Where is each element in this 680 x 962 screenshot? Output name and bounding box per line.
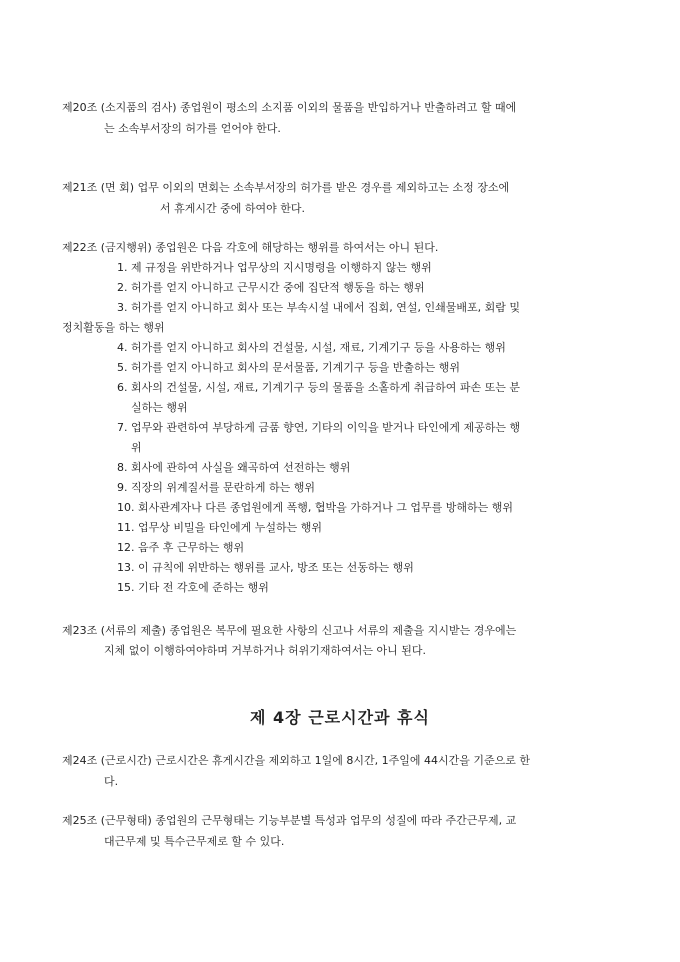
chapter-4-title: 제 4장 근로시간과 휴식: [250, 708, 430, 727]
article-21-line-2: 서 휴게시간 중에 하여야 한다.: [160, 202, 305, 215]
article-20-line-2: 는 소속부서장의 허가를 얻어야 한다.: [104, 122, 281, 135]
article-20-line-1: 제20조 (소지품의 검사) 종업원이 평소의 소지품 이외의 물품을 반입하거나 반출하려고 할 때에: [62, 101, 517, 114]
article-24-line-2: 다.: [104, 775, 119, 788]
article-22-item-6: 6. 회사의 건설물, 시설, 재료, 기계기구 등의 물품을 소홀하게 취급하여 파손 또는 분: [117, 381, 520, 394]
article-22-item-11: 11. 업무상 비밀을 타인에게 누설하는 행위: [117, 521, 322, 534]
article-22-item-3: 3. 허가를 얻지 아니하고 회사 또는 부속시설 내에서 집회, 연설, 인쇄물배포, 회람 및: [117, 301, 520, 314]
article-22-item-9: 9. 직장의 위계질서를 문란하게 하는 행위: [117, 481, 315, 494]
article-22-item-4: 4. 허가를 얻지 아니하고 회사의 건설물, 시설, 재료, 기계기구 등을 사용하는 행위: [117, 341, 506, 354]
article-22-item-1: 1. 제 규정을 위반하거나 업무상의 지시명령을 이행하지 않는 행위: [117, 261, 432, 274]
article-22-item-8: 8. 회사에 관하여 사실을 왜곡하여 선전하는 행위: [117, 461, 351, 474]
article-22-item-12: 12. 음주 후 근무하는 행위: [117, 541, 245, 554]
article-24-line-1: 제24조 (근로시간) 근로시간은 휴게시간을 제외하고 1일에 8시간, 1주일에 44시간을 기준으로 한: [62, 754, 530, 767]
article-22-item-2: 2. 허가를 얻지 아니하고 근무시간 중에 집단적 행동을 하는 행위: [117, 281, 425, 294]
article-22-item-6-cont: 실하는 행위: [131, 401, 188, 414]
article-21-line-1: 제21조 (면 회) 업무 이외의 면회는 소속부서장의 허가를 받은 경우를 제외하고는 소정 장소에: [62, 181, 510, 194]
article-22-item-10: 10. 회사관계자나 다른 종업원에게 폭행, 협박을 가하거나 그 업무를 방해하는 행위: [117, 501, 513, 514]
article-22-intro: 제22조 (금지행위) 종업원은 다음 각호에 해당하는 행위를 하여서는 아니 된다.: [62, 241, 439, 254]
article-25-line-2: 대근무제 및 특수근무제로 할 수 있다.: [104, 835, 285, 848]
article-22-item-13: 13. 이 규칙에 위반하는 행위를 교사, 방조 또는 선동하는 행위: [117, 561, 414, 574]
article-25-line-1: 제25조 (근무형태) 종업원의 근무형태는 기능부분별 특성과 업무의 성질에 따라 주간근무제, 교: [62, 814, 517, 827]
article-22-item-3-cont: 정치활동을 하는 행위: [62, 321, 165, 334]
article-23-line-1: 제23조 (서류의 제출) 종업원은 복무에 필요한 사항의 신고나 서류의 제출을 지시받는 경우에는: [62, 624, 517, 637]
article-23-line-2: 지체 없이 이행하여야하며 거부하거나 허위기재하여서는 아니 된다.: [104, 644, 427, 657]
article-22-item-15: 15. 기타 전 각호에 준하는 행위: [117, 581, 269, 594]
article-22-item-5: 5. 허가를 얻지 아니하고 회사의 문서물품, 기계기구 등을 반출하는 행위: [117, 361, 460, 374]
article-22-item-7-cont: 위: [131, 441, 142, 454]
article-22-item-7: 7. 업무와 관련하여 부당하게 금품 향연, 기타의 이익을 받거나 타인에게 제공하는 행: [117, 421, 521, 434]
